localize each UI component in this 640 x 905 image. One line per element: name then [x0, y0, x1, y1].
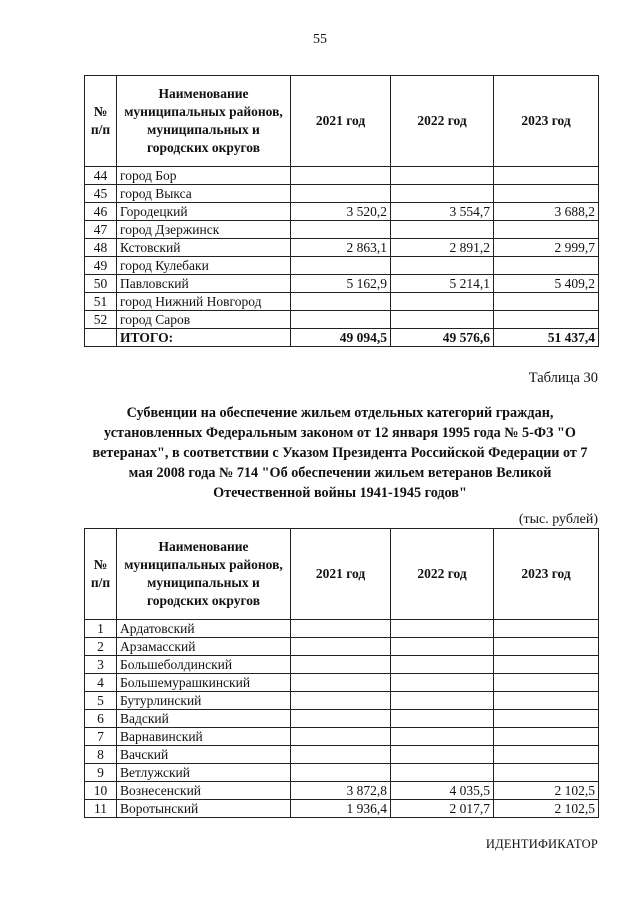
row-number: 5	[85, 692, 117, 710]
row-number: 10	[85, 782, 117, 800]
value-2022	[391, 638, 494, 656]
row-name: Городецкий	[117, 203, 291, 221]
row-number: 44	[85, 167, 117, 185]
value-2022: 2 891,2	[391, 239, 494, 257]
row-number: 49	[85, 257, 117, 275]
value-2023: 3 688,2	[494, 203, 599, 221]
table-row	[85, 782, 599, 800]
header-2023: 2023 год	[494, 529, 599, 620]
value-2021	[291, 692, 391, 710]
value-2022	[391, 293, 494, 311]
value-2023	[494, 185, 599, 203]
row-number: 48	[85, 239, 117, 257]
total-row	[85, 329, 599, 347]
table-row	[85, 167, 599, 185]
table-row	[85, 275, 599, 293]
value-2023	[494, 311, 599, 329]
value-2023	[494, 710, 599, 728]
table-row	[85, 674, 599, 692]
table-row	[85, 728, 599, 746]
header-2021: 2021 год	[291, 529, 391, 620]
table-row	[85, 185, 599, 203]
value-2022	[391, 746, 494, 764]
row-number: 1	[85, 620, 117, 638]
row-name: город Кулебаки	[117, 257, 291, 275]
value-2022	[391, 620, 494, 638]
value-2022	[391, 221, 494, 239]
value-2022: 3 554,7	[391, 203, 494, 221]
value-2021	[291, 746, 391, 764]
value-2021: 3 872,8	[291, 782, 391, 800]
header-name: Наименование муниципальных районов, муниципальных и городских округов	[117, 529, 291, 620]
row-number: 8	[85, 746, 117, 764]
table-header-row	[85, 76, 599, 167]
row-number: 50	[85, 275, 117, 293]
table-row	[85, 221, 599, 239]
row-number: 46	[85, 203, 117, 221]
row-name: город Бор	[117, 167, 291, 185]
value-2022	[391, 764, 494, 782]
value-2021	[291, 185, 391, 203]
row-name: Ветлужский	[117, 764, 291, 782]
value-2023	[494, 656, 599, 674]
table-continuation	[84, 75, 599, 347]
value-2022	[391, 185, 494, 203]
row-name: Бутурлинский	[117, 692, 291, 710]
row-name: Арзамасский	[117, 638, 291, 656]
identifier-label: ИДЕНТИФИКАТОР	[485, 837, 598, 851]
row-number: 11	[85, 800, 117, 818]
table-row	[85, 311, 599, 329]
row-number: 3	[85, 656, 117, 674]
row-name: Кстовский	[117, 239, 291, 257]
total-2023: 51 437,4	[494, 329, 599, 347]
row-name: город Дзержинск	[117, 221, 291, 239]
value-2021	[291, 728, 391, 746]
row-name: Ардатовский	[117, 620, 291, 638]
value-2023	[494, 257, 599, 275]
header-num: № п/п	[85, 529, 117, 620]
value-2022	[391, 167, 494, 185]
value-2021: 1 936,4	[291, 800, 391, 818]
table-row	[85, 656, 599, 674]
value-2022	[391, 728, 494, 746]
header-2022: 2022 год	[391, 76, 494, 167]
row-number: 9	[85, 764, 117, 782]
table-row	[85, 692, 599, 710]
value-2022: 4 035,5	[391, 782, 494, 800]
row-number: 4	[85, 674, 117, 692]
value-2021	[291, 710, 391, 728]
value-2021: 3 520,2	[291, 203, 391, 221]
value-2023: 2 999,7	[494, 239, 599, 257]
value-2022	[391, 674, 494, 692]
row-name: Варнавинский	[117, 728, 291, 746]
table-row	[85, 800, 599, 818]
table-row	[85, 746, 599, 764]
row-number: 6	[85, 710, 117, 728]
table-row	[85, 203, 599, 221]
value-2023	[494, 638, 599, 656]
value-2021: 5 162,9	[291, 275, 391, 293]
total-label: ИТОГО:	[117, 329, 291, 347]
row-name: Вознесенский	[117, 782, 291, 800]
value-2021	[291, 638, 391, 656]
row-name: Большеболдинский	[117, 656, 291, 674]
value-2022	[391, 710, 494, 728]
units-label: (тыс. рублей)	[518, 512, 598, 527]
table-row	[85, 239, 599, 257]
value-2021	[291, 674, 391, 692]
table-row	[85, 764, 599, 782]
row-name: Вадский	[117, 710, 291, 728]
table-header-row	[85, 529, 599, 620]
value-2023	[494, 746, 599, 764]
value-2023	[494, 728, 599, 746]
value-2022	[391, 257, 494, 275]
value-2021	[291, 221, 391, 239]
value-2021	[291, 764, 391, 782]
row-number: 51	[85, 293, 117, 311]
total-2022: 49 576,6	[391, 329, 494, 347]
row-name: город Выкса	[117, 185, 291, 203]
row-name: город Нижний Новгород	[117, 293, 291, 311]
value-2023	[494, 293, 599, 311]
row-number: 7	[85, 728, 117, 746]
table-label: Таблица 30	[528, 370, 598, 386]
row-name: Павловский	[117, 275, 291, 293]
value-2023	[494, 674, 599, 692]
header-name: Наименование муниципальных районов, муниципальных и городских округов	[117, 76, 291, 167]
total-2021: 49 094,5	[291, 329, 391, 347]
value-2022: 5 214,1	[391, 275, 494, 293]
row-name: Вачский	[117, 746, 291, 764]
value-2023: 5 409,2	[494, 275, 599, 293]
value-2021	[291, 656, 391, 674]
row-name: Воротынский	[117, 800, 291, 818]
value-2021	[291, 311, 391, 329]
table-30	[84, 528, 599, 818]
value-2021	[291, 167, 391, 185]
table-row	[85, 710, 599, 728]
table-row	[85, 257, 599, 275]
header-2022: 2022 год	[391, 529, 494, 620]
row-name: город Саров	[117, 311, 291, 329]
value-2023	[494, 167, 599, 185]
value-2021	[291, 620, 391, 638]
table-title: Субвенции на обеспечение жильем отдельных категорий граждан, установленных Федеральным законом от 12 января 1995 года № 5-ФЗ "О ветеранах", в соответствии с Указом Президента Российской Федерации от 7 мая 2008 года № 714 "Об обеспечении жильем ветеранов Великой Отечественной войны 1941-1945 годов"	[92, 405, 588, 501]
total-num-cell	[85, 329, 117, 347]
value-2023: 2 102,5	[494, 800, 599, 818]
value-2022	[391, 656, 494, 674]
table-row	[85, 620, 599, 638]
row-number: 45	[85, 185, 117, 203]
value-2022	[391, 692, 494, 710]
value-2023: 2 102,5	[494, 782, 599, 800]
value-2023	[494, 620, 599, 638]
value-2022: 2 017,7	[391, 800, 494, 818]
table-row	[85, 293, 599, 311]
header-2023: 2023 год	[494, 76, 599, 167]
value-2023	[494, 764, 599, 782]
value-2023	[494, 692, 599, 710]
table-row	[85, 638, 599, 656]
value-2021	[291, 293, 391, 311]
value-2021: 2 863,1	[291, 239, 391, 257]
row-name: Большемурашкинский	[117, 674, 291, 692]
row-number: 52	[85, 311, 117, 329]
value-2022	[391, 311, 494, 329]
header-2021: 2021 год	[291, 76, 391, 167]
value-2023	[494, 221, 599, 239]
page-number: 55	[313, 32, 327, 47]
value-2021	[291, 257, 391, 275]
header-num: № п/п	[85, 76, 117, 167]
row-number: 47	[85, 221, 117, 239]
row-number: 2	[85, 638, 117, 656]
